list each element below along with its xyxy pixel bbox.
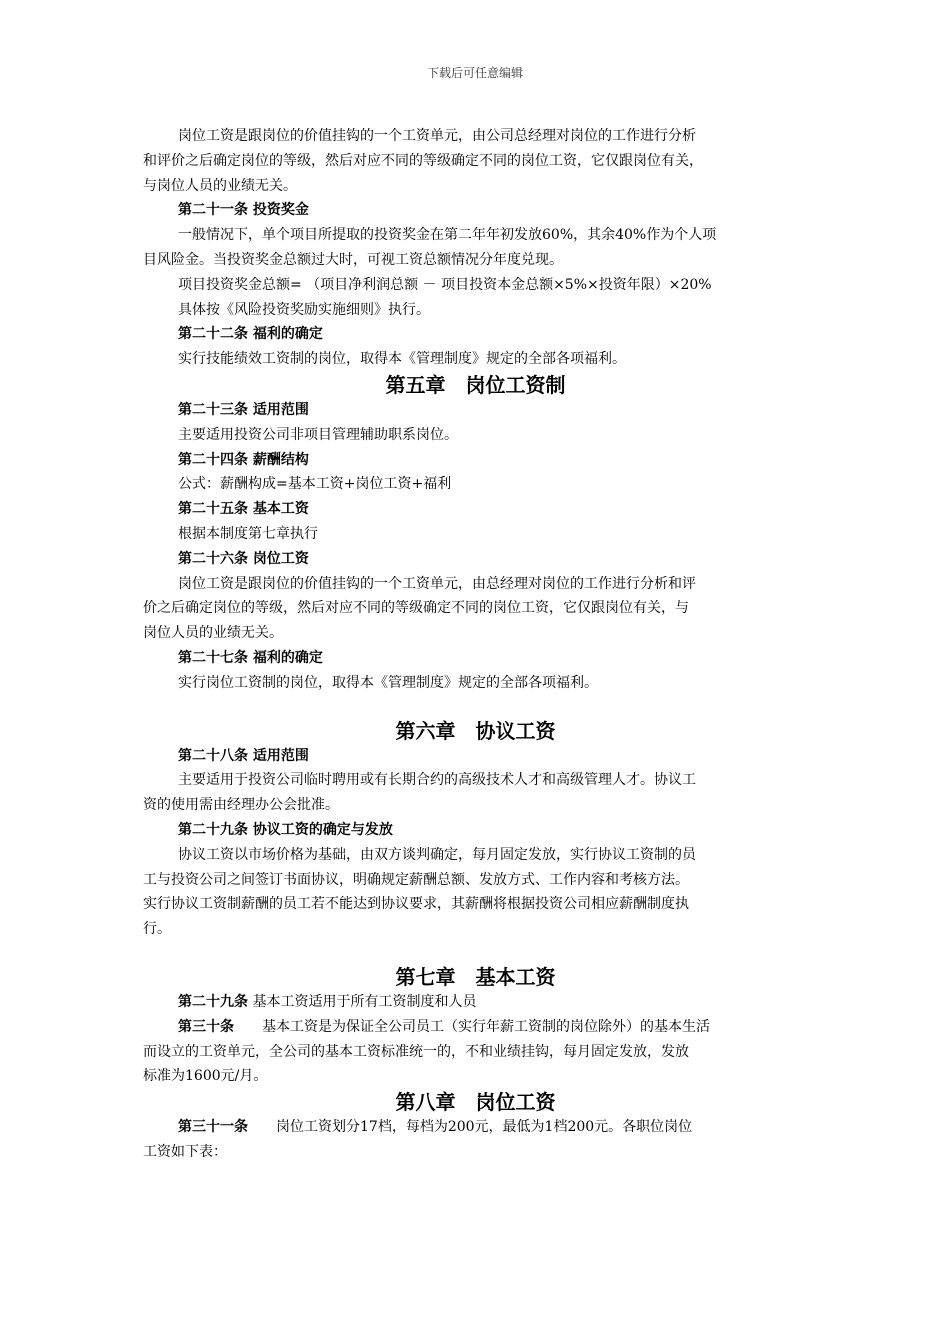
paragraph-line: 实行技能绩效工资制的岗位，取得本《管理制度》规定的全部各项福利。 [178, 351, 626, 368]
paragraph-line: 目风险金。当投资奖金总额过大时，可视工资总额情况分年度兑现。 [143, 251, 563, 268]
paragraph-line: 和评价之后确定岗位的等级，然后对应不同的等级确定不同的岗位工资，它仅跟岗位有关， [143, 152, 703, 169]
article-number: 第三十条 [178, 1018, 234, 1035]
paragraph-line: 标准为1600元/月。 [143, 1068, 268, 1085]
article-text: 基本工资是为保证全公司员工（实行年薪工资制的岗位除外）的基本生活 [262, 1018, 710, 1035]
article-heading: 第二十六条 岗位工资 [178, 550, 309, 567]
article-line [143, 1015, 808, 1040]
article-heading: 第二十七条 福利的确定 [178, 649, 323, 666]
article-heading: 第二十二条 福利的确定 [178, 326, 323, 343]
paragraph-line: 根据本制度第七章执行 [178, 525, 318, 542]
paragraph-line: 资的使用需由经理办公会批准。 [143, 797, 339, 814]
article-heading: 第二十五条 基本工资 [178, 501, 309, 518]
paragraph-line: 而设立的工资单元，全公司的基本工资标准统一的，不和业绩挂钩，每月固定发放，发放 [143, 1043, 689, 1060]
paragraph-line: 主要适用于投资公司临时聘用或有长期合约的高级技术人才和高级管理人才。协议工 [178, 772, 696, 789]
paragraph-line: 与岗位人员的业绩无关。 [143, 177, 297, 194]
article-heading: 第二十三条 适用范围 [178, 401, 309, 418]
article-heading: 第二十九条 协议工资的确定与发放 [178, 821, 393, 838]
chapter-title: 第五章 岗位工资制 [385, 372, 566, 397]
paragraph-line: 价之后确定岗位的等级，然后对应不同的等级确定不同的岗位工资，它仅跟岗位有关，与 [143, 600, 689, 617]
chapter-title: 第六章 协议工资 [395, 718, 556, 743]
paragraph-line: 具体按《风险投资奖励实施细则》执行。 [178, 301, 430, 318]
paragraph-line: 岗位人员的业绩无关。 [143, 625, 283, 642]
article-text: 岗位工资划分17档，每档为200元，最低为1档200元。各职位岗位 [276, 1119, 693, 1136]
article-heading: 第二十八条 适用范围 [178, 747, 309, 764]
paragraph-line: 主要适用投资公司非项目管理辅助职系岗位。 [178, 426, 458, 443]
paragraph-line: 一般情况下，单个项目所提取的投资奖金在第二年年初发放60%，其余40%作为个人项 [178, 227, 717, 244]
document-body [143, 124, 808, 1165]
article-text: 基本工资适用于所有工资制度和人员 [252, 993, 477, 1010]
chapter-title: 第七章 基本工资 [395, 964, 556, 989]
paragraph-line: 行。 [143, 921, 171, 938]
article-heading: 第二十四条 薪酬结构 [178, 451, 309, 468]
chapter-title: 第八章 岗位工资 [395, 1090, 556, 1115]
article-number: 第三十一条 [178, 1119, 248, 1136]
paragraph-line: 公式：薪酬构成=基本工资+岗位工资+福利 [178, 476, 452, 493]
paragraph-line: 实行岗位工资制的岗位，取得本《管理制度》规定的全部各项福利。 [178, 674, 598, 691]
paragraph-line: 工与投资公司之间签订书面协议，明确规定薪酬总额、发放方式、工作内容和考核方法。 [143, 871, 689, 888]
paragraph-line: 岗位工资是跟岗位的价值挂钩的一个工资单元，由总经理对岗位的工作进行分析和评 [178, 575, 696, 592]
article-line [143, 1115, 808, 1140]
article-number: 第二十九条 [178, 993, 248, 1010]
paragraph-line: 岗位工资是跟岗位的价值挂钩的一个工资单元，由公司总经理对岗位的工作进行分析 [178, 128, 696, 144]
paragraph-line: 协议工资以市场价格为基础，由双方谈判确定，每月固定发放，实行协议工资制的员 [178, 846, 696, 863]
paragraph-line: 工资如下表： [143, 1143, 227, 1160]
article-line [143, 990, 808, 1015]
paragraph-line: 实行协议工资制薪酬的员工若不能达到协议要求，其薪酬将根据投资公司相应薪酬制度执 [143, 896, 689, 913]
article-heading: 第二十一条 投资奖金 [178, 202, 309, 219]
page-header: 下载后可任意编辑 [426, 66, 523, 80]
formula-line: 项目投资奖金总额= （项目净利润总额 － 项目投资本金总额×5%×投资年限）×20% [178, 276, 712, 293]
